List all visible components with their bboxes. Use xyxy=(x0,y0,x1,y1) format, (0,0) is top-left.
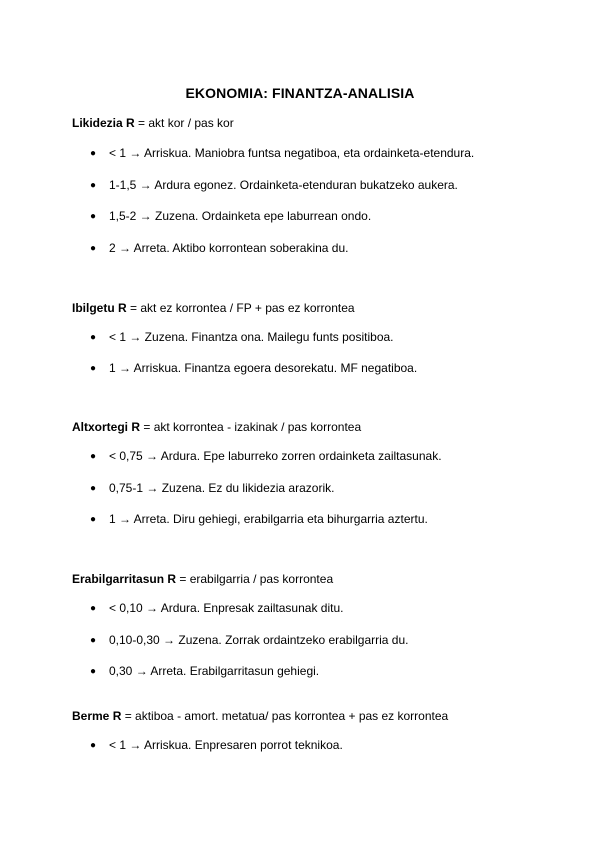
list-item xyxy=(90,512,428,526)
list-item xyxy=(90,330,394,344)
section-name: Erabilgarritasun R xyxy=(72,572,177,586)
list-item xyxy=(90,178,458,192)
bullet-icon: ● xyxy=(90,243,97,254)
section-heading-likidezia xyxy=(72,116,234,130)
section-formula: = akt korrontea - izakinak / pas korrontea xyxy=(140,420,362,434)
bullet-icon: ● xyxy=(90,148,97,159)
section-formula: = aktiboa - amort. metatua/ pas korrontea + pas ez korrontea xyxy=(121,709,449,723)
list-item-text: 1-1,5 → Ardura egonez. Ordainketa-etenduran bukatzeko aukera. xyxy=(109,178,458,192)
list-item-text: 0,30 → Arreta. Erabilgarritasun gehiegi. xyxy=(109,664,320,678)
list-item-text: 1,5-2 → Zuzena. Ordainketa epe laburrean ondo. xyxy=(109,209,372,223)
list-item-text: 0,75-1 → Zuzena. Ez du likidezia arazorik. xyxy=(109,481,335,495)
list-item-text: < 1 → Arriskua. Maniobra funtsa negatiboa, eta ordainketa-etendura. xyxy=(109,146,475,160)
list-item-text: < 0,75 → Ardura. Epe laburreko zorren ordainketa zailtasunak. xyxy=(109,449,442,463)
list-item-text: 0,10-0,30 → Zuzena. Zorrak ordaintzeko erabilgarria du. xyxy=(109,633,409,647)
list-item xyxy=(90,209,371,223)
section-name: Ibilgetu R xyxy=(72,301,127,315)
list-item xyxy=(90,241,348,255)
section-heading-ibilgetu xyxy=(72,301,355,315)
section-name: Altxortegi R xyxy=(72,420,141,434)
bullet-icon: ● xyxy=(90,635,97,646)
bullet-icon: ● xyxy=(90,514,97,525)
list-item-text: 1 → Arriskua. Finantza egoera desorekatu. MF negatiboa. xyxy=(109,361,418,375)
bullet-icon: ● xyxy=(90,332,97,343)
list-item-text: < 1 → Arriskua. Enpresaren porrot teknikoa. xyxy=(109,738,343,752)
list-item xyxy=(90,481,334,495)
list-item xyxy=(90,361,417,375)
bullet-icon: ● xyxy=(90,483,97,494)
list-item xyxy=(90,738,343,752)
list-item xyxy=(90,633,409,647)
bullet-icon: ● xyxy=(90,180,97,191)
section-formula: = erabilgarria / pas korrontea xyxy=(176,572,334,586)
list-item-text: 2 → Arreta. Aktibo korrontean soberakina du. xyxy=(109,241,349,255)
list-item xyxy=(90,664,319,678)
section-name: Berme R xyxy=(72,709,122,723)
section-formula: = akt kor / pas kor xyxy=(134,116,234,130)
section-heading-altxortegi xyxy=(72,420,361,434)
list-item xyxy=(90,449,442,463)
section-name: Likidezia R xyxy=(72,116,135,130)
list-item-text: < 0,10 → Ardura. Enpresak zailtasunak ditu. xyxy=(109,601,344,615)
list-item-text: 1 → Arreta. Diru gehiegi, erabilgarria eta bihurgarria aztertu. xyxy=(109,512,428,526)
page-title: EKONOMIA: FINANTZA-ANALISIA xyxy=(185,85,415,101)
bullet-icon: ● xyxy=(90,211,97,222)
bullet-icon: ● xyxy=(90,363,97,374)
section-heading-berme xyxy=(72,709,448,723)
list-item xyxy=(90,146,474,160)
section-heading-erabilgarritasun xyxy=(72,572,333,586)
bullet-icon: ● xyxy=(90,451,97,462)
bullet-icon: ● xyxy=(90,666,97,677)
list-item xyxy=(90,601,343,615)
bullet-icon: ● xyxy=(90,740,97,751)
bullet-icon: ● xyxy=(90,603,97,614)
section-formula: = akt ez korrontea / FP + pas ez korrontea xyxy=(126,301,355,315)
list-item-text: < 1 → Zuzena. Finantza ona. Mailegu funts positiboa. xyxy=(109,330,394,344)
